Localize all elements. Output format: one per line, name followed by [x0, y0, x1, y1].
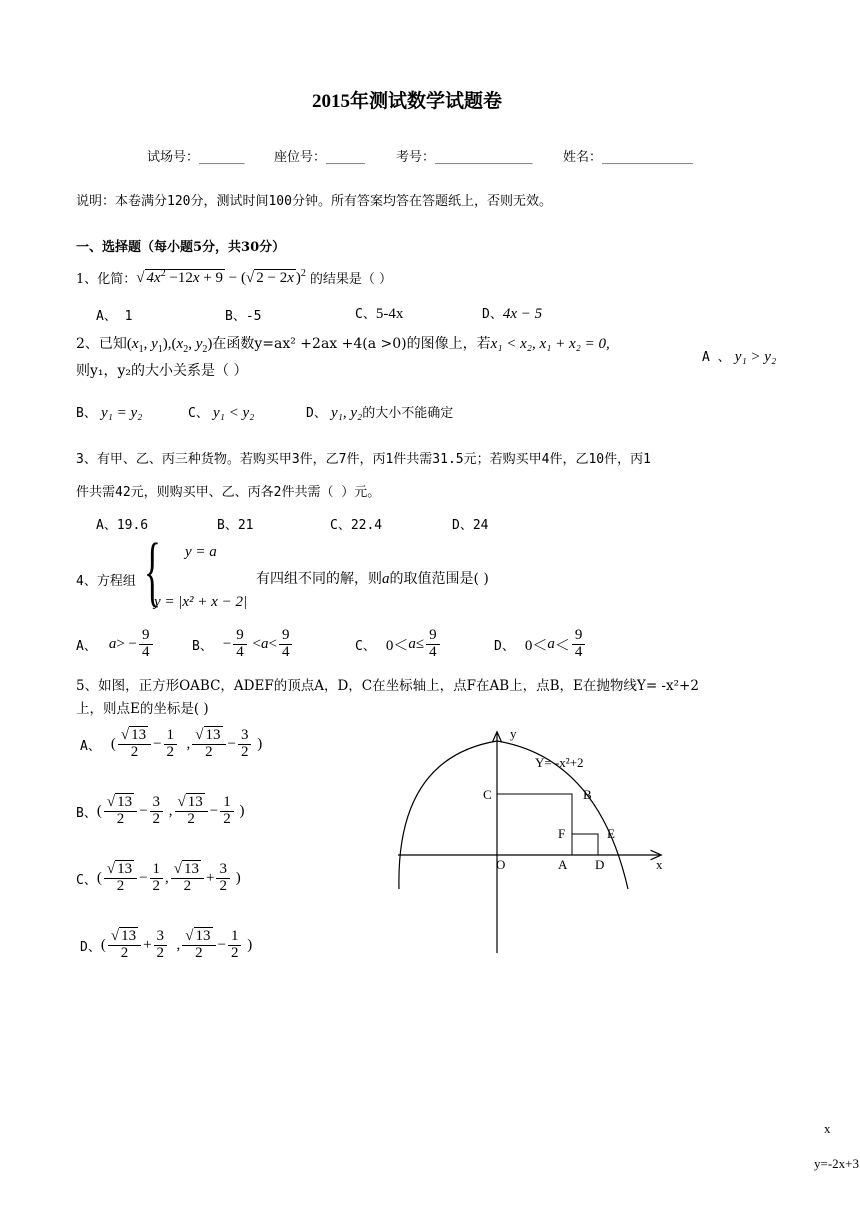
point-f: F [558, 826, 566, 841]
name-field: 姓名：______________ [563, 150, 694, 165]
point-e: E [607, 826, 615, 841]
q1-suffix: 的结果是（ ） [309, 272, 393, 287]
q4-prefix: 4、方程组 [76, 574, 136, 589]
curve-label: Y= -x²+2 [535, 755, 584, 770]
square-adef [572, 834, 598, 855]
q1-option-c: C、5-4x [355, 306, 404, 322]
q4-brace: { [144, 527, 161, 614]
q1-prefix: 1、化简： [76, 272, 137, 287]
q3-option-d: D、24 [452, 518, 489, 533]
q4-eq1: y = a [185, 544, 217, 560]
q4-option-d: D、 0＜ a ＜ $\frac{9}{4}$ [494, 628, 587, 661]
q5-line1: 5、如图，正方形OABC，ADEF的顶点A，D，C在坐标轴上，点F在AB上，点B，E在抛物线Y= -x²+2 [76, 678, 699, 694]
instructions: 说明：本卷满分120分，测试时间100分钟。所有答案均答在答题纸上，否则无效。 [76, 194, 552, 209]
q3-option-b: B、21 [217, 518, 254, 533]
point-d: D [595, 857, 605, 872]
q5-line2: 上，则点E的坐标是( ) [76, 701, 209, 717]
q1-option-b: B、-5 [225, 309, 262, 324]
q3-line1: 3、有甲、乙、丙三种货物。若购买甲3件，乙7件，丙1件共需31.5元；若购买甲4件，乙10件，丙1 [76, 452, 651, 467]
q4-option-a: A、 a > − $\frac{9}{4}$ [76, 628, 155, 661]
q4-option-c: C、 0＜ a ≤ $\frac{9}{4}$ [355, 628, 442, 661]
q5-option-c: C、 ( $\frac{√ 13}{2}$ − $\frac{1}{2}$ , $\frac{√ 13}{2}$ + $\frac{3}{2}$ ) [76, 861, 241, 894]
q4-eq2: y = |x² + x − 2| [154, 594, 248, 610]
exam-no-field: 考号：_______________ [396, 150, 533, 165]
point-b: B [583, 787, 592, 802]
q3-option-c: C、22.4 [330, 518, 383, 533]
q2-option-b: B、 y₁ = y₂ [76, 405, 143, 421]
parabola-curve [399, 741, 628, 889]
q4-option-b: B、 − $\frac{9}{4}$ < a < $\frac{9}{4}$ [192, 628, 294, 661]
q2-option-a: A 、 y₁ > y₂ [702, 349, 777, 365]
seat-field: 座位号：______ [274, 150, 366, 165]
exam-room-field: 试场号：_______ [147, 150, 245, 165]
q2-option-c: C、 y₁ < y₂ [188, 405, 255, 421]
q2-line2: 则y₁，y₂的大小关系是（ ） [76, 363, 248, 379]
question-2: 2、已知($x_1$, $y_1),(x_2$, $y_2$)在函数y=ax² +2ax +4(a >0)的图像上，若x₁ < x₂, x₁ + x₂ = 0, [76, 336, 610, 355]
square-oabc [497, 794, 572, 855]
q1-option-a: A、 1 [96, 309, 133, 324]
q2-option-d: D、 y₁, y₂的大小不能确定 [306, 405, 454, 421]
q5-option-a: A、 ( $\frac{√ 13}{2}$ − $\frac{1}{2}$ , $\frac{√ 13}{2}$ − $\frac{3}{2}$ ) [80, 727, 263, 760]
y-axis-label: y [510, 726, 517, 741]
section1-heading: 一、选择题（每小题5分，共30分） [76, 240, 286, 255]
point-o: O [496, 857, 506, 872]
page-title: 2015年测试数学试题卷 [312, 91, 503, 112]
q5-option-b: B、 ( $\frac{√ 13}{2}$ − $\frac{3}{2}$ , $\frac{√ 13}{2}$ − $\frac{1}{2}$ ) [76, 794, 245, 827]
point-c: C [483, 787, 492, 802]
q3-line2: 件共需42元，则购买甲、乙、丙各2件共需（ ）元。 [76, 485, 381, 500]
x-axis-label: x [656, 857, 663, 872]
q3-option-a: A、19.6 [96, 518, 149, 533]
stray-x-label: x [824, 1121, 831, 1136]
q1-expression: √ $4x^2 -12x + 9$ − (√ 2 − 2x )$^2$ [136, 268, 306, 286]
point-a: A [558, 857, 568, 872]
q4-text: 有四组不同的解，则a的取值范围是( ) [256, 571, 489, 587]
q1-option-d: D、4x − 5 [482, 306, 543, 322]
q5-option-d: D、 ( $\frac{√ 13}{2}$ + $\frac{3}{2}$ , $\frac{√ 13}{2}$ − $\frac{1}{2}$ ) [80, 928, 253, 961]
stray-line-label: y=-2x+3 [814, 1156, 859, 1171]
